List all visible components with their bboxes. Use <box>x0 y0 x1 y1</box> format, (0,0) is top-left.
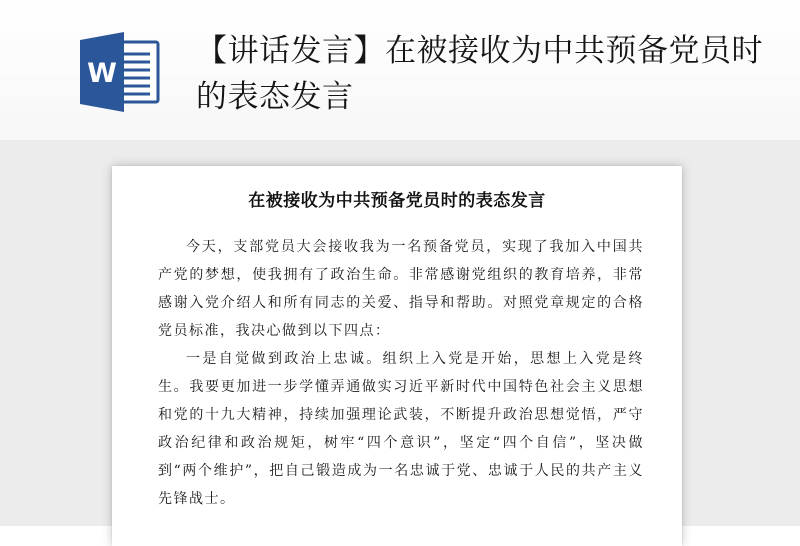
document-title: 在被接收为中共预备党员时的表态发言 <box>248 191 546 211</box>
document-paragraph: 今天，支部党员大会接收我为一名预备党员，实现了我加入中国共产党的梦想，使我拥有了政治生命。非常感谢党组织的教育培养，非常感谢入党介绍人和所有同志的关爱、指导和帮助。对照党章规定的合格党员标准，我决心做到以下四点： <box>158 239 644 339</box>
document-body <box>158 233 644 513</box>
document-page <box>112 166 682 546</box>
page-title: 【讲话发言】在被接收为中共预备党员时的表态发言 <box>196 33 763 115</box>
word-icon-letter: W <box>87 58 117 89</box>
microsoft-word-icon <box>78 30 162 114</box>
page-header <box>0 0 800 140</box>
document-paragraph: 一是自觉做到政治上忠诚。组织上入党是开始，思想上入党是终生。我要更加进一步学懂弄通做实习近平新时代中国特色社会主义思想和党的十九大精神，持续加强理论武装，不断提升政治思想觉悟，严守政治纪律和政治规矩，树牢“四个意识”，坚定“四个自信”，坚决做到“两个维护”，把自己锻造成为一名忠诚于党、忠诚于人民的共产主义先锋战士。 <box>158 351 644 507</box>
